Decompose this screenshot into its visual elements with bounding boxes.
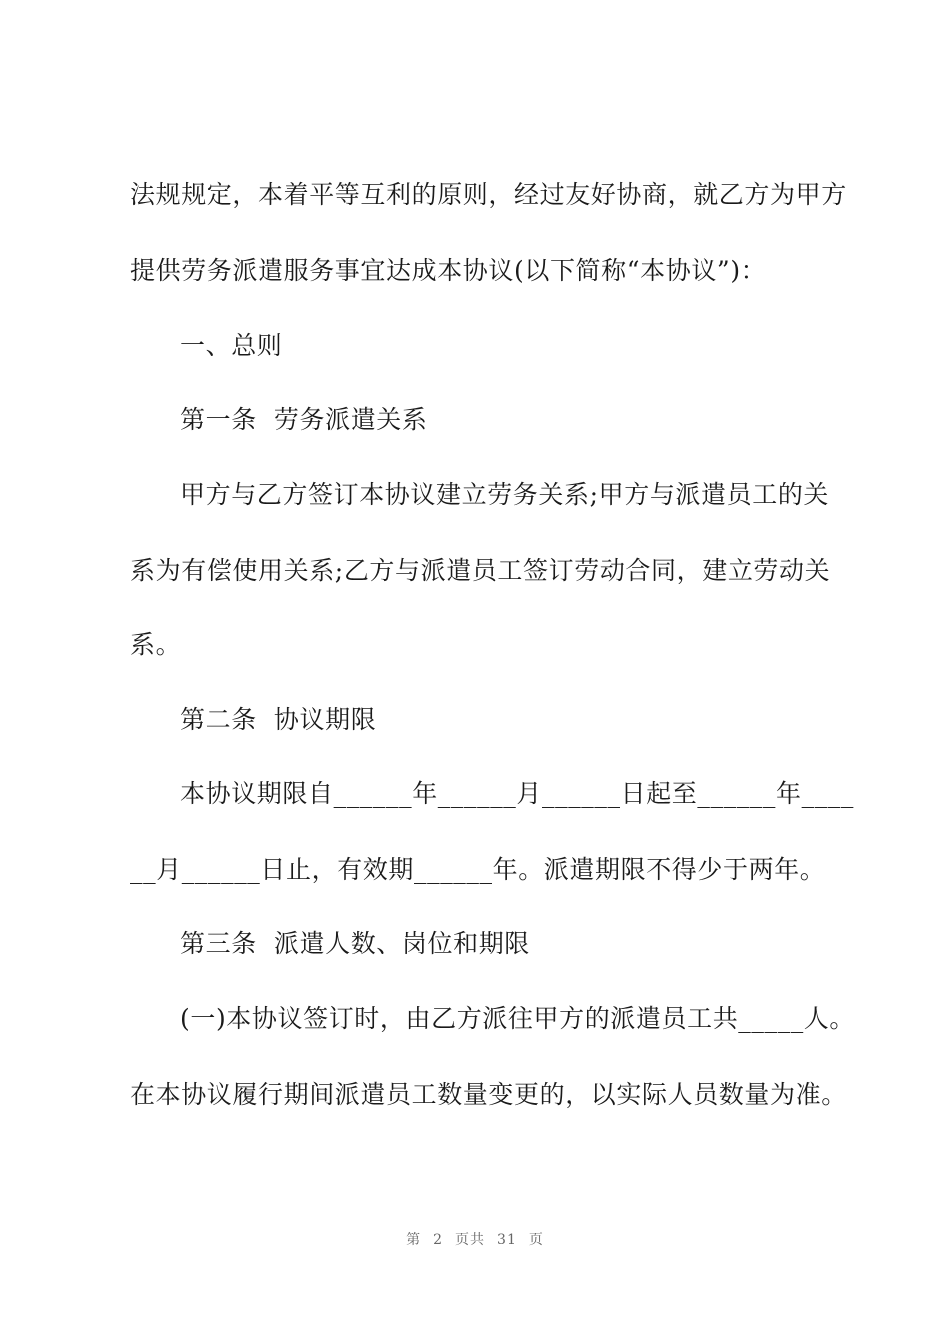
paragraph-line: 系。 bbox=[130, 630, 182, 659]
paragraph-line: 提供劳务派遣服务事宜达成本协议(以下简称“本协议”)： bbox=[130, 256, 767, 285]
article-heading: 第三条 派遣人数、岗位和期限 bbox=[180, 929, 530, 958]
footer-suffix: 页 bbox=[528, 1232, 544, 1248]
article-heading: 第一条 劳务派遣关系 bbox=[180, 405, 428, 434]
paragraph-line: (一)本协议签订时，由乙方派往甲方的派遣员工共_____人。 bbox=[180, 1004, 856, 1033]
total-pages: 31 bbox=[497, 1232, 517, 1248]
paragraph-line: 法规规定，本着平等互利的原则，经过友好协商，就乙方为甲方 bbox=[130, 180, 847, 209]
section-heading: 一、总则 bbox=[180, 331, 283, 360]
page-number: 2 bbox=[433, 1232, 444, 1248]
footer-mid: 页共 bbox=[455, 1232, 486, 1248]
paragraph-line: 系为有偿使用关系;乙方与派遣员工签订劳动合同，建立劳动关 bbox=[130, 556, 831, 585]
page-footer bbox=[0, 1229, 950, 1249]
paragraph-line: 在本协议履行期间派遣员工数量变更的，以实际人员数量为准。 bbox=[130, 1080, 847, 1109]
paragraph-line: 甲方与乙方签订本协议建立劳务关系;甲方与派遣员工的关 bbox=[180, 480, 830, 509]
article-heading: 第二条 协议期限 bbox=[180, 705, 377, 734]
paragraph-line: 本协议期限自______年______月______日起至______年____ bbox=[180, 779, 855, 808]
footer-prefix: 第 bbox=[406, 1232, 422, 1248]
paragraph-line: __月______日止，有效期______年。派遣期限不得少于两年。 bbox=[130, 855, 826, 884]
